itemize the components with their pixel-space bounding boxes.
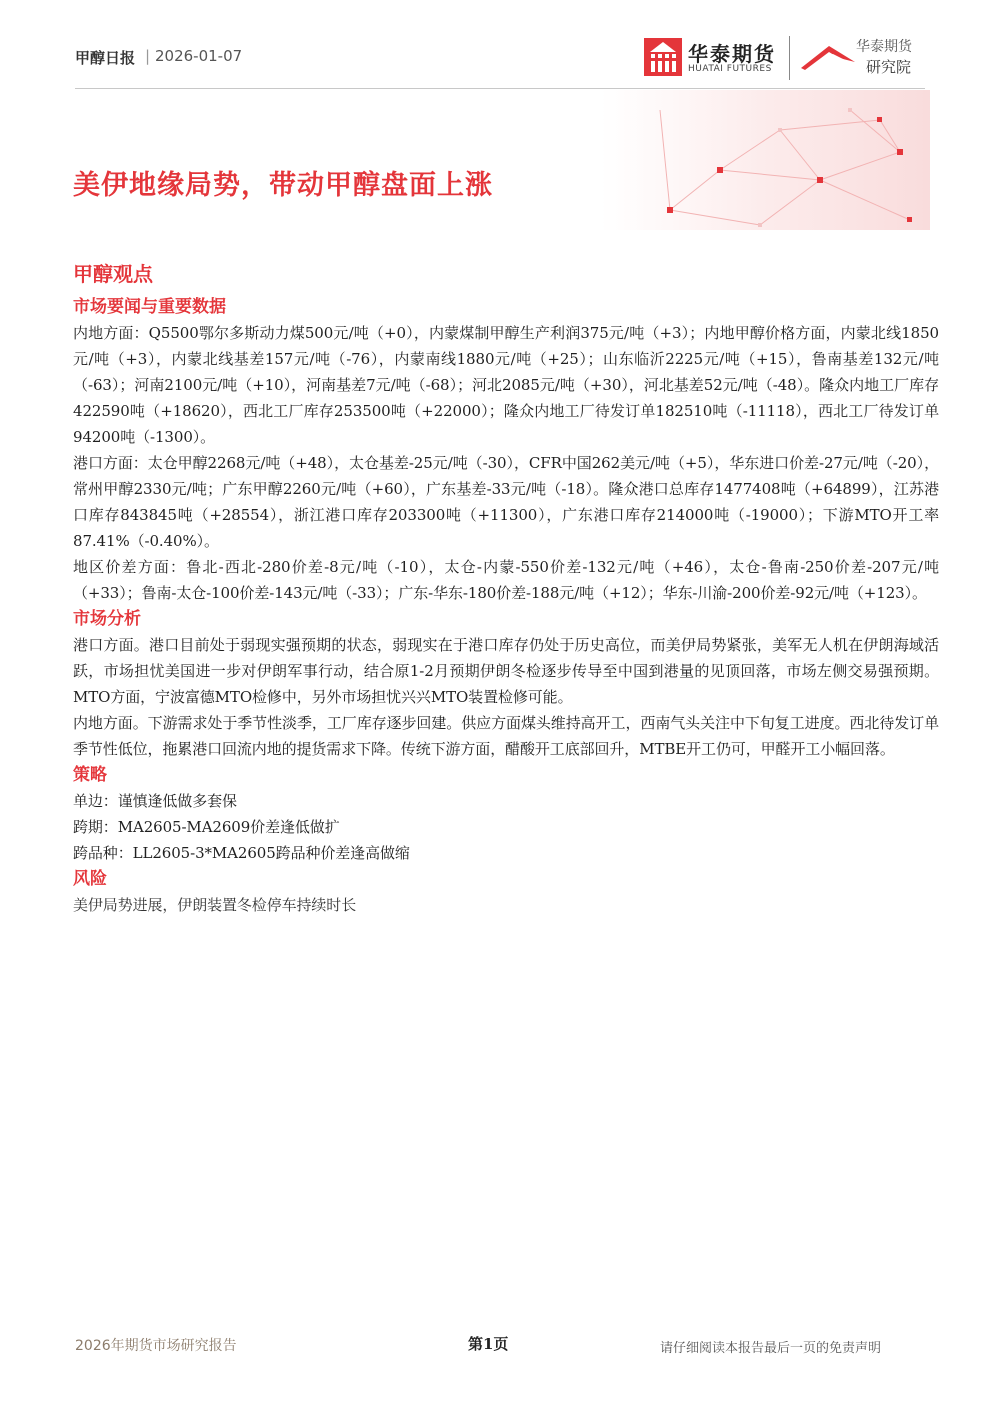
network-graphic-icon (600, 90, 930, 230)
strategy-item: 跨期：MA2605-MA2609价差逢低做扩 (73, 818, 340, 836)
report-date: 2026-01-07 (155, 47, 243, 65)
report-body (73, 258, 939, 918)
logo-name-en: HUATAI FUTURES (688, 64, 772, 74)
institute-name-line1: 华泰期货 (856, 39, 912, 55)
institute-logo-icon (799, 38, 857, 74)
header-divider (75, 88, 925, 89)
analysis-paragraph: 港口方面。港口目前处于弱现实强预期的状态，弱现实在于港口库存仍处于历史高位，而美伊局势紧张，美军无人机在伊朗海域活跃，市场担忧美国进一步对伊朗军事行动，结合原1-2月预期伊朗冬检逐步传导至中国到港量的见顶回落，市场左侧交易强预期。MTO方面，宁波富德MTO检修中，另外市场担忧兴兴MTO装置检修可能。 (73, 636, 939, 706)
subsection-title-analysis: 市场分析 (73, 609, 141, 629)
institute-name-line2: 研究院 (866, 58, 912, 76)
logo-divider (789, 36, 790, 80)
logo-name-cn: 华泰期货 (688, 42, 776, 66)
subsection-title-risk: 风险 (73, 869, 107, 889)
subsection-title-news: 市场要闻与重要数据 (73, 297, 226, 317)
footer-disclaimer-note: 请仔细阅读本报告最后一页的免责声明 (660, 1341, 882, 1356)
header (0, 0, 992, 90)
page-number: 第1页 (468, 1335, 509, 1353)
page-title: 美伊地缘局势，带动甲醇盘面上涨 (73, 170, 493, 201)
analysis-paragraph: 内地方面。下游需求处于季节性淡季，工厂库存逐步回建。供应方面煤头维持高开工，西南气头关注中下旬复工进度。西北待发订单季节性低位，拖累港口回流内地的提货需求下降。传统下游方面，醋酸开工底部回升，MTBE开工仍可，甲醛开工小幅回落。 (73, 714, 939, 758)
huatai-logo-icon (644, 38, 682, 76)
footer-report-series: 2026年期货市场研究报告 (75, 1338, 237, 1354)
subsection-title-strategy: 策略 (73, 765, 107, 785)
company-logo (644, 36, 934, 86)
news-paragraph: 地区价差方面：鲁北-西北-280价差-8元/吨（-10），太仓-内蒙-550价差-132元/吨（+46），太仓-鲁南-250价差-207元/吨（+33）；鲁南-太仓-100价差-143元/吨（-33）；广东-华东-180价差-188元/吨（+12）；华东-川渝-200价差-92元/吨（+123）。 (73, 558, 939, 602)
news-paragraph: 港口方面：太仓甲醇2268元/吨（+48），太仓基差-25元/吨（-30），CFR中国262美元/吨（+5），华东进口价差-27元/吨（-20），常州甲醇2330元/吨；广东甲醇2260元/吨（+60），广东基差-33元/吨（-18）。隆众港口总库存1477408吨（+64899），江苏港口库存843845吨（+28554），浙江港口库存203300吨（+11300），广东港口库存214000吨（-19000）；下游MTO开工率87.41%（-0.40%）。 (73, 454, 939, 550)
risk-text: 美伊局势进展，伊朗装置冬检停车持续时长 (73, 896, 357, 914)
strategy-item: 跨品种：LL2605-3*MA2605跨品种价差逢高做缩 (73, 844, 410, 862)
news-paragraph: 内地方面：Q5500鄂尔多斯动力煤500元/吨（+0），内蒙煤制甲醇生产利润375元/吨（+3）；内地甲醇价格方面，内蒙北线1850元/吨（+3），内蒙北线基差157元/吨（-76），内蒙南线1880元/吨（+25）；山东临沂2225元/吨（+15），鲁南基差132元/吨（-63）；河南2100元/吨（+10），河南基差7元/吨（-68）；河北2085元/吨（+30），河北基差52元/吨（-48）。隆众内地工厂库存422590吨（+18620），西北工厂库存253500吨（+22000）；隆众内地工厂待发订单182510吨（-11118），西北工厂待发订单94200吨（-1300）。 (73, 324, 939, 446)
header-separator: | (145, 47, 151, 65)
section-title-view: 甲醇观点 (73, 262, 153, 286)
strategy-item: 单边：谨慎逢低做多套保 (73, 792, 237, 810)
report-name: 甲醇日报 (75, 49, 136, 67)
